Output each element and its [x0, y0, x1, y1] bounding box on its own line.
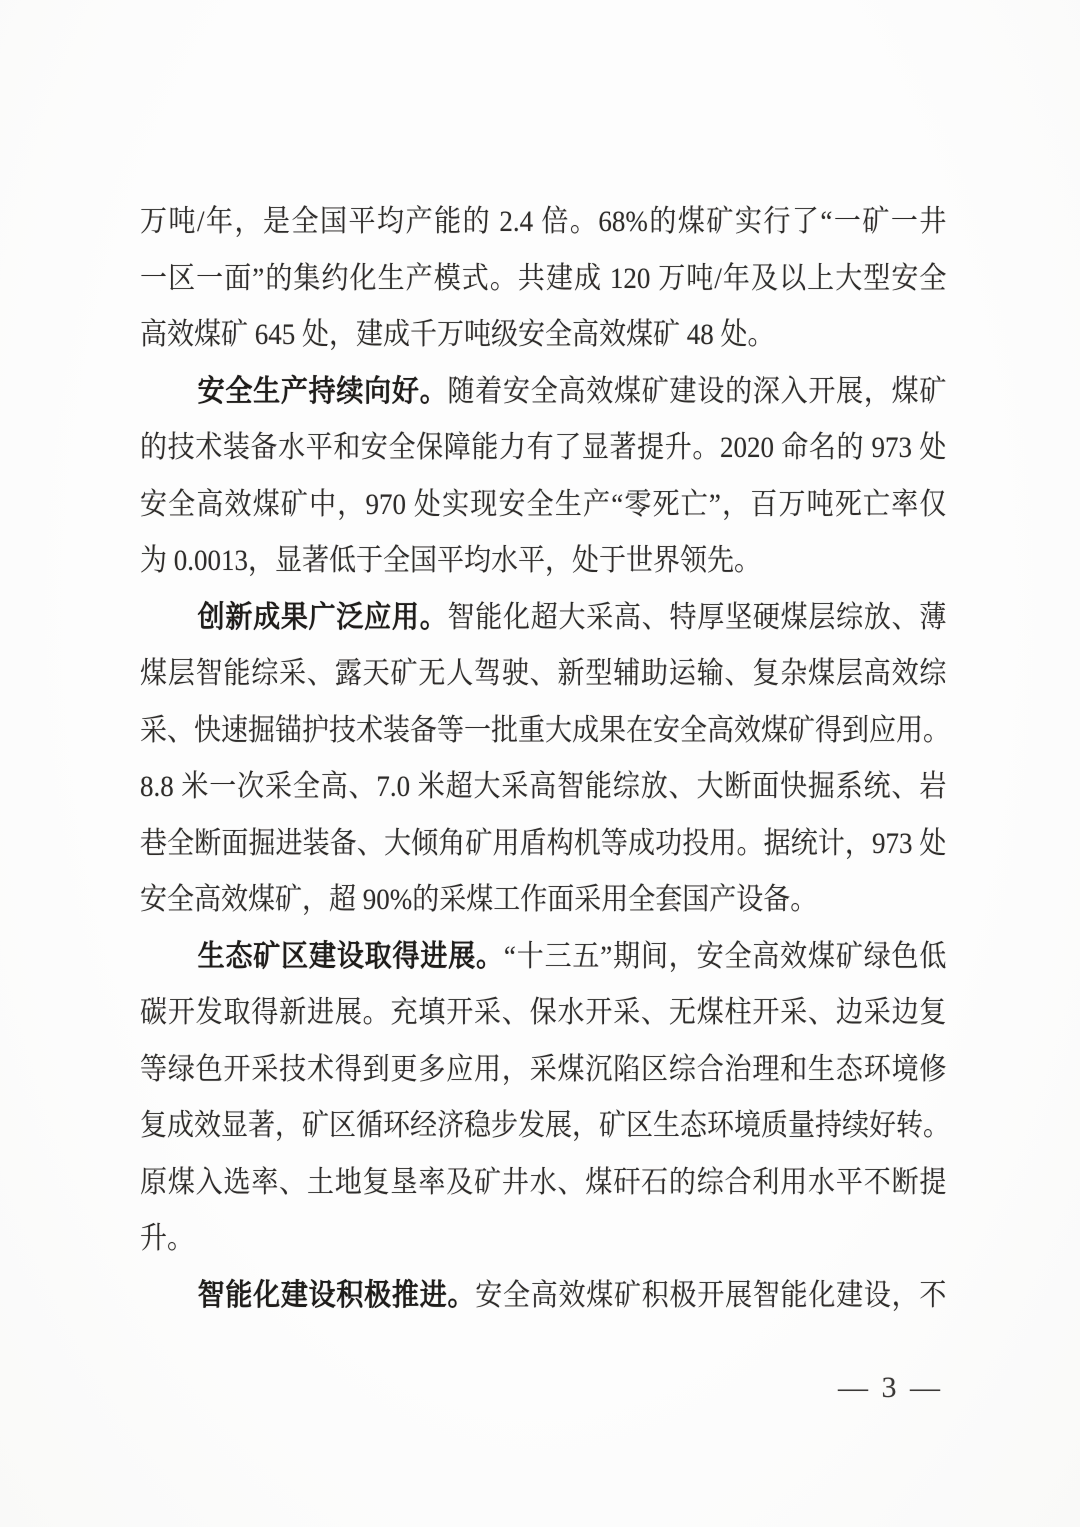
paragraph-body-text: 碳开发取得新进展。充填开采、保水开采、无煤柱开采、边采边复	[140, 996, 947, 1029]
paragraph-body-text: 为 0.0013，显著低于全国平均水平，处于世界领先。	[140, 544, 761, 577]
paragraph	[140, 1268, 946, 1325]
text-line	[140, 1098, 950, 1155]
text-line	[140, 1211, 946, 1268]
text-line	[140, 590, 946, 647]
paragraph	[140, 929, 950, 1268]
paragraph	[140, 364, 946, 590]
paragraph-body-text: 的技术装备水平和安全保障能力有了显著提升。2020 命名的 973 处	[140, 431, 947, 464]
text-line	[140, 1042, 946, 1099]
paragraph	[140, 194, 946, 364]
paragraph-body-text: 巷全断面掘进装备、大倾角矿用盾构机等成功投用。据统计，973 处	[140, 826, 947, 860]
text-line	[140, 477, 946, 534]
paragraph-body-text: “十三五”期间，安全高效煤矿绿色低	[503, 939, 947, 973]
paragraph-body-text: 高效煤矿 645 处，建成千万吨级安全高效煤矿 48 处。	[140, 318, 775, 351]
text-line	[140, 872, 946, 929]
paragraph-body-text: 万吨/年，是全国平均产能的 2.4 倍。68%的煤矿实行了“一矿一井	[140, 205, 947, 238]
text-line	[140, 816, 946, 873]
paragraph-lead-text: 安全生产持续向好。	[197, 374, 448, 408]
paragraph-body-text: 安全高效煤矿积极开展智能化建设，不	[475, 1278, 947, 1312]
paragraph-body-text: 原煤入选率、土地复垦率及矿井水、煤矸石的综合利用水平不断提	[140, 1165, 947, 1199]
paragraph-body-text: 升。	[140, 1222, 194, 1255]
paragraph	[140, 590, 950, 929]
text-line	[140, 1155, 946, 1212]
text-line	[140, 985, 946, 1042]
text-line	[140, 533, 946, 590]
text-line	[140, 703, 950, 760]
text-line	[140, 929, 946, 986]
paragraph-body-text: 等绿色开采技术得到更多应用，采煤沉陷区综合治理和生态环境修	[140, 1052, 947, 1086]
text-line	[140, 759, 946, 816]
text-line	[140, 646, 946, 703]
paragraph-body-text: 煤层智能综采、露天矿无人驾驶、新型辅助运输、复杂煤层高效综	[140, 657, 947, 690]
paragraph-body-text: 8.8 米一次采全高、7.0 米超大采高智能综放、大断面快掘系统、岩	[140, 770, 947, 803]
text-line	[140, 364, 946, 421]
paragraph-body-text: 一区一面”的集约化生产模式。共建成 120 万吨/年及以上大型安全	[140, 261, 947, 295]
paragraph-body-text: 智能化超大采高、特厚坚硬煤层综放、薄	[447, 600, 947, 634]
text-line	[140, 420, 946, 477]
paragraph-lead-text: 智能化建设积极推进。	[197, 1278, 476, 1312]
paragraph-lead-text: 创新成果广泛应用。	[197, 600, 448, 634]
paragraph-body-text: 复成效显著，矿区循环经济稳步发展，矿区生态环境质量持续好转。	[140, 1109, 950, 1142]
text-line	[140, 194, 946, 251]
document-body	[140, 194, 950, 1324]
paragraph-body-text: 随着安全高效煤矿建设的深入开展，煤矿	[447, 374, 947, 408]
text-line	[140, 251, 946, 308]
paragraph-body-text: 安全高效煤矿中，970 处实现安全生产“零死亡”，百万吨死亡率仅	[140, 487, 947, 521]
text-line	[140, 307, 946, 364]
page-number: — 3 —	[838, 1371, 943, 1404]
paragraph-lead-text: 生态矿区建设取得进展。	[197, 939, 504, 973]
paragraph-body-text: 安全高效煤矿，超 90%的采煤工作面采用全套国产设备。	[140, 883, 818, 916]
text-line	[140, 1268, 946, 1325]
paragraph-body-text: 采、快速掘锚护技术装备等一批重大成果在安全高效煤矿得到应用。	[140, 713, 950, 747]
